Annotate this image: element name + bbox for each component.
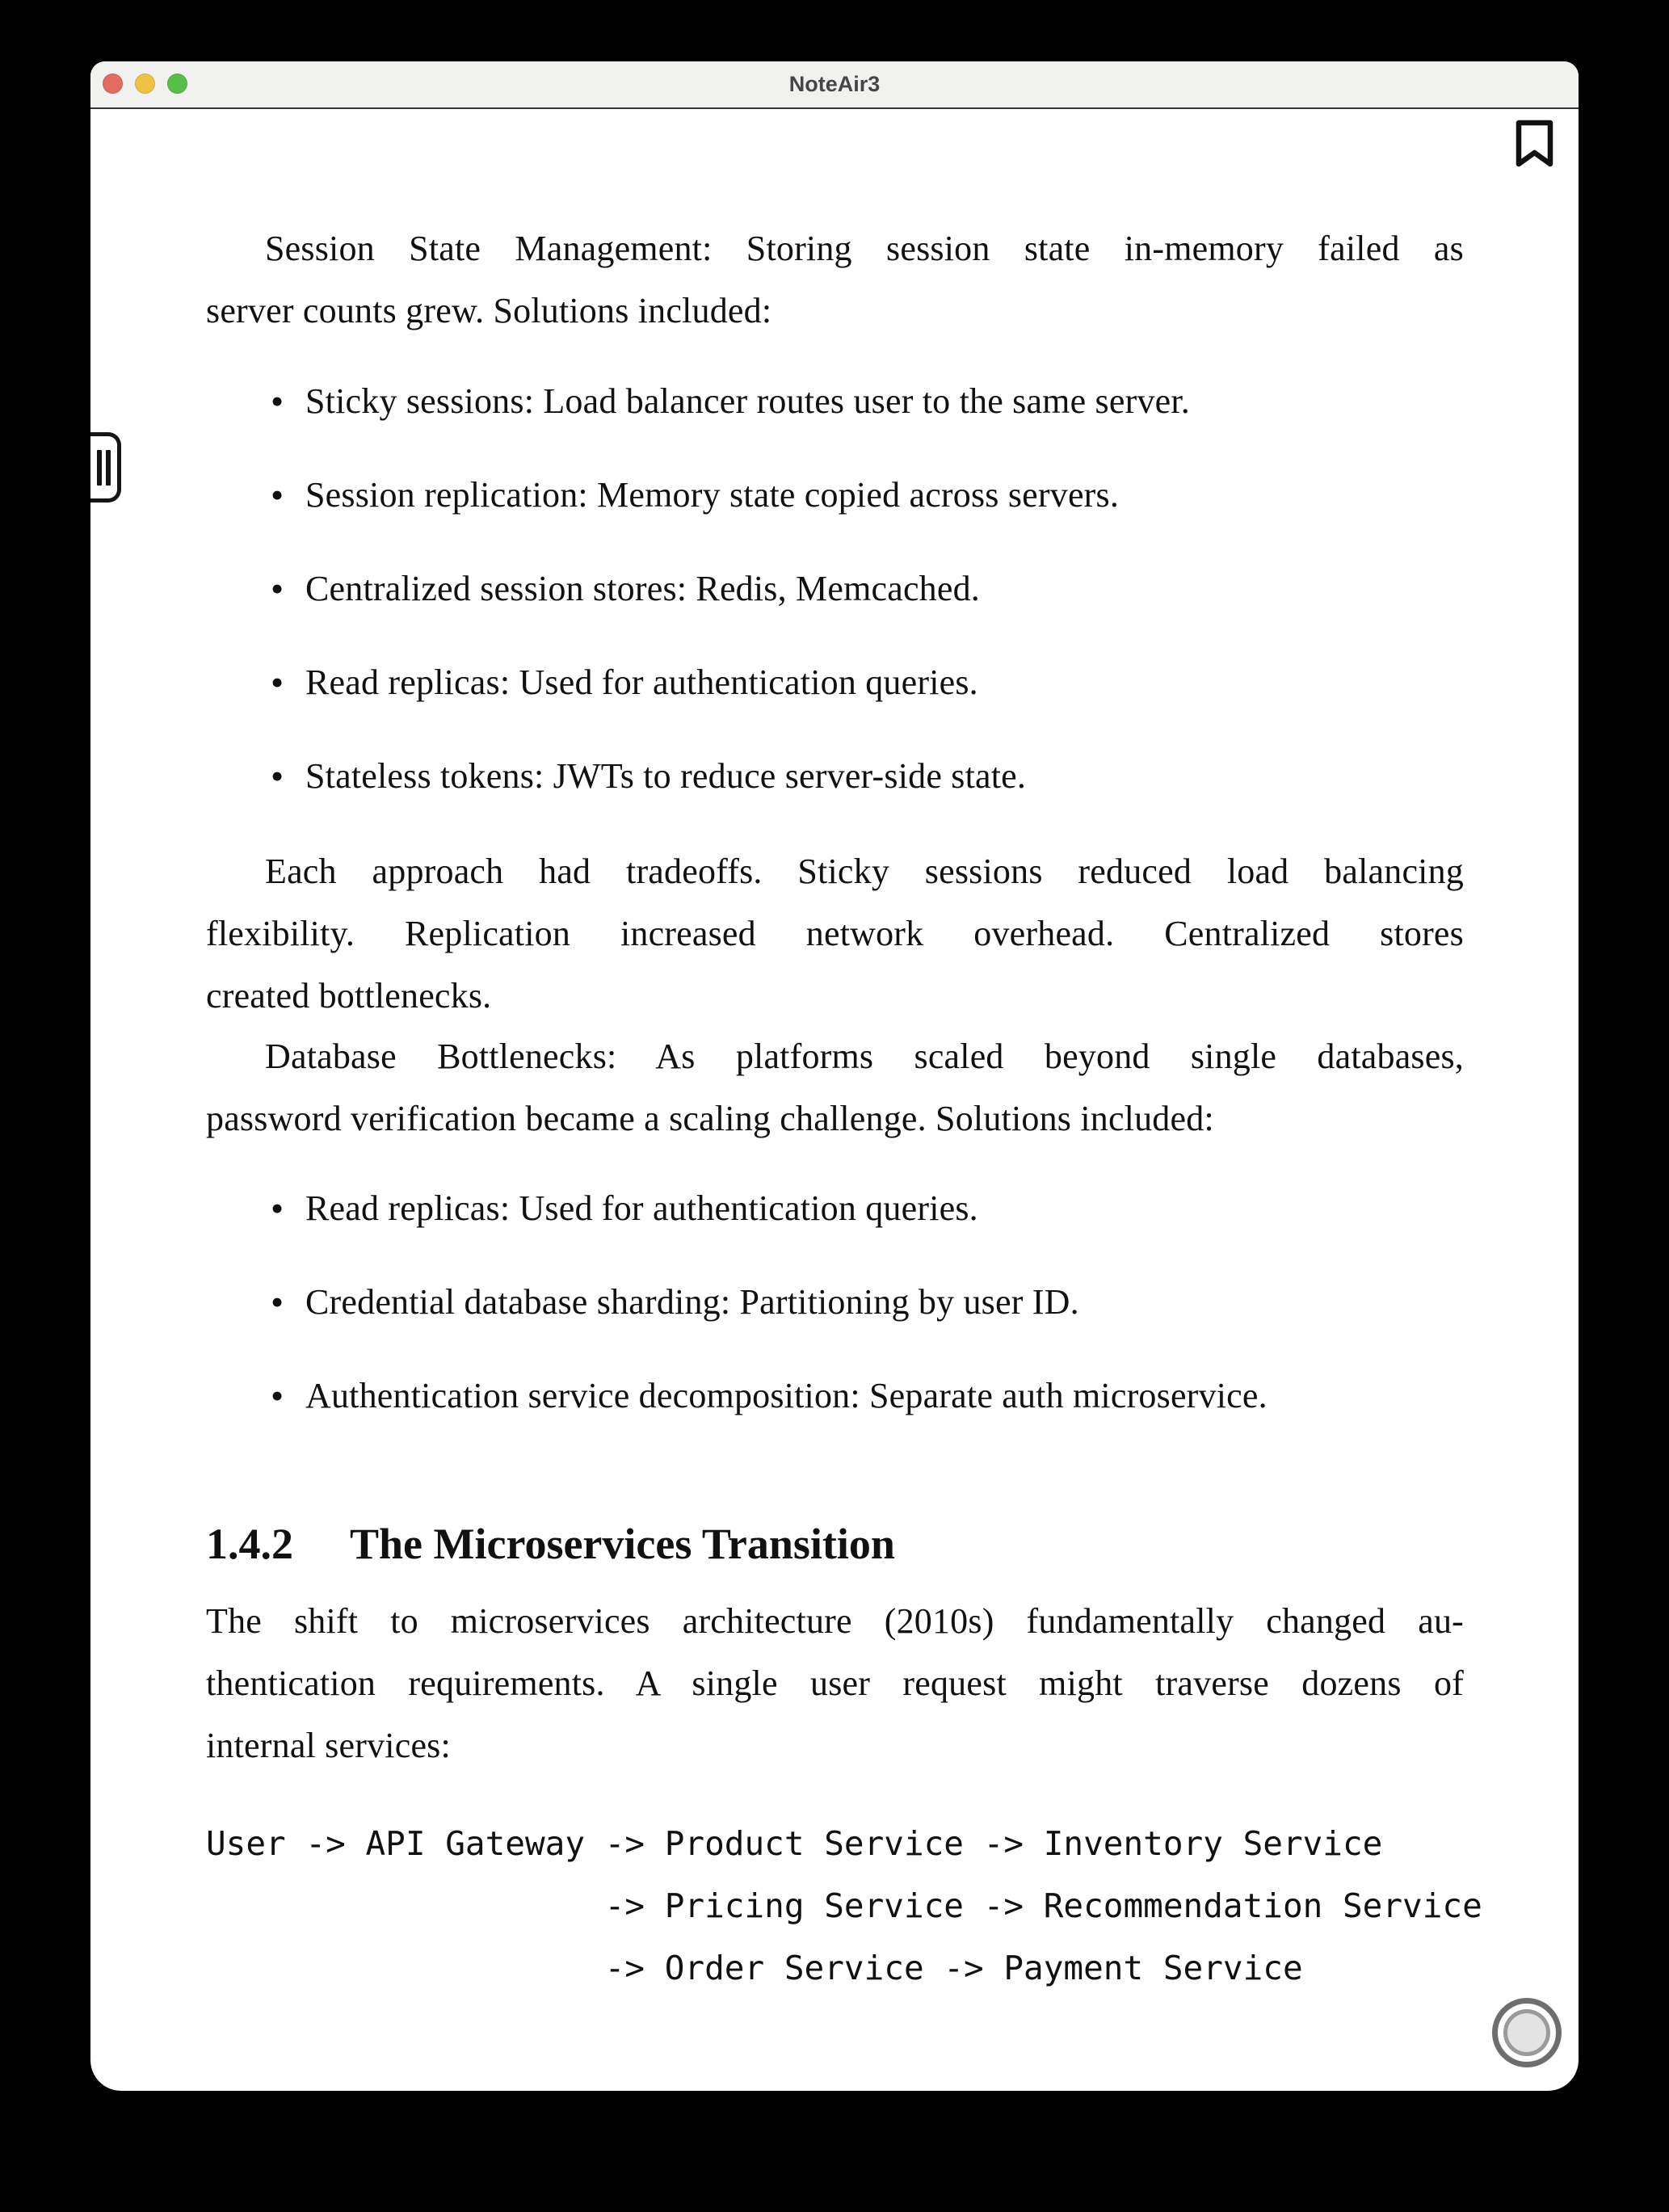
list-item (206, 745, 1464, 807)
window-title: NoteAir3 (788, 72, 881, 96)
list-item-text: Session replication: Memory state copied across servers. (305, 475, 1120, 515)
section-number: 1.4.2 (206, 1520, 293, 1568)
bullet-list-database-solutions (206, 1177, 1464, 1458)
list-item (206, 370, 1464, 432)
bullet-icon: • (271, 474, 284, 515)
paragraph-line: server counts grew. Solutions included: (206, 291, 772, 330)
paragraph-line: created bottlenecks. (206, 976, 492, 1016)
paragraph-microservices (206, 1590, 1464, 1777)
bullet-icon: • (271, 755, 284, 797)
bookmark-icon (1516, 120, 1553, 169)
paragraph-line: Each approach had tradeoffs. Sticky sessions reduced load balancing (265, 852, 1464, 891)
code-line: -> Order Service -> Payment Service (206, 1949, 1303, 1987)
section-heading (206, 1516, 1464, 1572)
paragraph-line: Database Bottlenecks: As platforms scaled beyond single databases, (265, 1037, 1464, 1076)
list-item-text: Authentication service decomposition: Separate auth microservice. (305, 1376, 1268, 1415)
bullet-icon: • (271, 662, 284, 703)
paragraph-line: password verification became a scaling challenge. Solutions included: (206, 1099, 1214, 1138)
list-item-text: Stateless tokens: JWTs to reduce server-side state. (305, 756, 1027, 796)
bullet-icon: • (271, 1188, 284, 1229)
paragraph-line: internal services: (206, 1726, 451, 1765)
paragraph-session-state (206, 217, 1464, 342)
code-line: -> Pricing Service -> Recommendation Service (206, 1886, 1482, 1925)
bookmark-button[interactable] (1516, 120, 1553, 169)
paragraph-line: thentication requirements. A single user request might traverse dozens of (206, 1663, 1464, 1703)
list-item (206, 464, 1464, 526)
bullet-icon: • (271, 568, 284, 609)
list-item (206, 1271, 1464, 1333)
bullet-list-session-solutions (206, 370, 1464, 839)
paragraph-tradeoffs (206, 840, 1464, 1027)
paragraph-database-bottlenecks (206, 1025, 1464, 1150)
titlebar[interactable] (90, 61, 1579, 109)
list-item (206, 651, 1464, 713)
code-block (206, 1813, 1482, 2000)
nav-ball-inner-circle (1503, 2009, 1550, 2056)
list-item-text: Read replicas: Used for authentication queries. (305, 1188, 978, 1228)
bullet-icon: • (271, 1281, 284, 1323)
pause-icon (106, 450, 111, 486)
paragraph-line: The shift to microservices architecture (2010s) fundamentally changed au- (206, 1601, 1464, 1641)
bullet-icon: • (271, 1375, 284, 1416)
list-item (206, 1177, 1464, 1239)
nav-ball-button[interactable] (1492, 1998, 1562, 2067)
paragraph-line: Session State Management: Storing session state in-memory failed as (265, 229, 1464, 268)
list-item-text: Read replicas: Used for authentication queries. (305, 662, 978, 702)
code-line: User -> API Gateway -> Product Service -> Inventory Service (206, 1824, 1383, 1863)
list-item-text: Credential database sharding: Partitioning by user ID. (305, 1282, 1079, 1322)
app-window (90, 61, 1579, 2091)
list-item-text: Sticky sessions: Load balancer routes user to the same server. (305, 381, 1190, 421)
bullet-icon: • (271, 381, 284, 422)
sidebar-drawer-handle[interactable] (90, 432, 121, 503)
list-item (206, 1365, 1464, 1427)
list-item (206, 557, 1464, 620)
paragraph-line: flexibility. Replication increased network overhead. Centralized stores (206, 914, 1464, 953)
pause-icon (97, 450, 102, 486)
list-item-text: Centralized session stores: Redis, Memcached. (305, 569, 981, 608)
section-title: The Microservices Transition (350, 1520, 895, 1568)
